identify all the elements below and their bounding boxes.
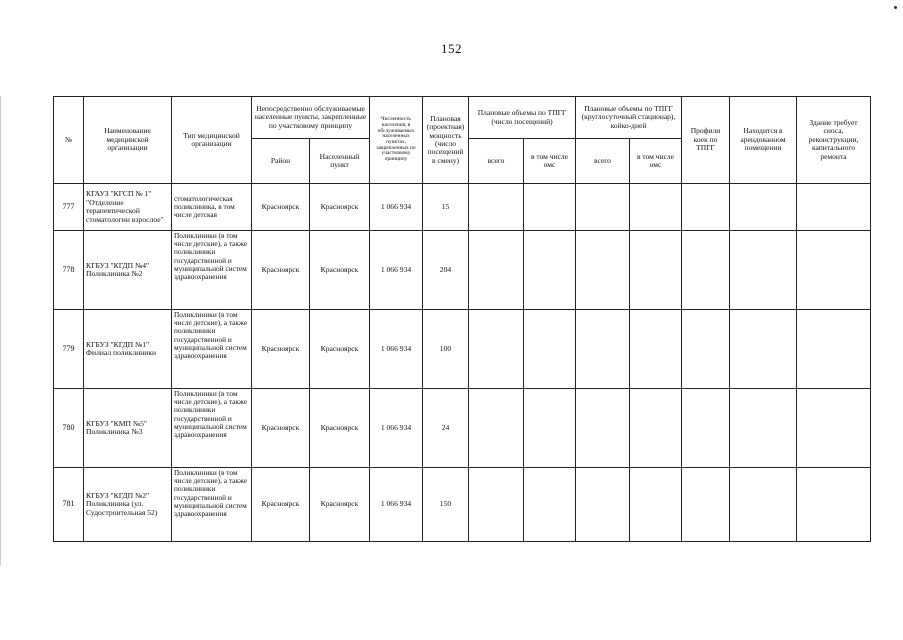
page-number: 152	[441, 41, 462, 56]
org-name: КГБУЗ "КГДП №4" Поликлиника №2	[84, 231, 172, 310]
header-org-type: Тип медицинской организации	[172, 97, 252, 184]
visits-oms	[524, 468, 576, 542]
scan-speck	[894, 6, 897, 9]
header-settlement: Населенный пункт	[310, 139, 370, 184]
visits-total	[469, 184, 524, 231]
header-visits-oms: в том числе омс	[524, 139, 576, 184]
header-bed-profiles: Профили коек по ТПГГ	[682, 97, 730, 184]
org-type: Поликлиники (в том числе детские), а также поликлиники государственной и муниципальной систем здравоохранения	[172, 310, 252, 389]
bed-profiles	[682, 389, 730, 468]
beds-total	[576, 310, 630, 389]
org-name: КГБУЗ "КМП №5" Поликлиника №3	[84, 389, 172, 468]
row-number: 777	[54, 184, 84, 231]
header-beds-total: всего	[576, 139, 630, 184]
beds-oms	[630, 231, 682, 310]
district: Красноярск	[252, 310, 310, 389]
org-type: Поликлиники (в том числе детские), а также поликлиники государственной и муниципальной систем здравоохранения	[172, 389, 252, 468]
bed-profiles	[682, 310, 730, 389]
leased	[730, 231, 797, 310]
needs-repair	[797, 389, 871, 468]
row-number: 781	[54, 468, 84, 542]
visits-oms	[524, 184, 576, 231]
org-type: Поликлиники (в том числе детские), а также поликлиники государственной и муниципальной систем здравоохранения	[172, 468, 252, 542]
header-leased: Находится в арендованном помещении	[730, 97, 797, 184]
visits-total	[469, 389, 524, 468]
leased	[730, 468, 797, 542]
header-served-points: Непосредственно обслуживаемые населенные пункты, закрепленные по участковому принципу	[252, 97, 370, 139]
district: Красноярск	[252, 184, 310, 231]
capacity: 150	[423, 468, 469, 542]
header-volumes-visits: Плановые объемы по ТПГГ (число посещений)	[469, 97, 576, 139]
beds-oms	[630, 184, 682, 231]
visits-total	[469, 310, 524, 389]
beds-oms	[630, 468, 682, 542]
scan-edge-line	[0, 96, 1, 566]
population: 1 066 934	[370, 231, 423, 310]
population: 1 066 934	[370, 184, 423, 231]
population: 1 066 934	[370, 468, 423, 542]
settlement: Красноярск	[310, 231, 370, 310]
header-capacity: Плановая (проектная) мощность (число посещений в смену)	[423, 97, 469, 184]
row-number: 778	[54, 231, 84, 310]
visits-total	[469, 468, 524, 542]
capacity: 24	[423, 389, 469, 468]
row-number: 780	[54, 389, 84, 468]
bed-profiles	[682, 468, 730, 542]
capacity: 100	[423, 310, 469, 389]
table-row	[54, 231, 871, 310]
settlement: Красноярск	[310, 184, 370, 231]
table-row	[54, 184, 871, 231]
leased	[730, 184, 797, 231]
beds-total	[576, 184, 630, 231]
needs-repair	[797, 184, 871, 231]
facilities-table	[53, 96, 871, 542]
settlement: Красноярск	[310, 389, 370, 468]
org-type: стоматологическая поликлиника, в том числе детская	[172, 184, 252, 231]
org-type: Поликлиники (в том числе детские), а также поликлиники государственной и муниципальной систем здравоохранения	[172, 231, 252, 310]
capacity: 15	[423, 184, 469, 231]
visits-total	[469, 231, 524, 310]
header-district: Район	[252, 139, 310, 184]
needs-repair	[797, 468, 871, 542]
district: Красноярск	[252, 468, 310, 542]
org-name: КГБУЗ "КГДП №1" Филиал поликлиники	[84, 310, 172, 389]
header-beds-oms: в том числе омс	[630, 139, 682, 184]
district: Красноярск	[252, 231, 310, 310]
district: Красноярск	[252, 389, 310, 468]
bed-profiles	[682, 231, 730, 310]
visits-oms	[524, 231, 576, 310]
needs-repair	[797, 310, 871, 389]
settlement: Красноярск	[310, 468, 370, 542]
capacity: 204	[423, 231, 469, 310]
table-row	[54, 468, 871, 542]
beds-total	[576, 231, 630, 310]
org-name: КГБУЗ "КГДП №2" Поликлиника (ул. Судостроительная 52)	[84, 468, 172, 542]
org-name: КГАУЗ "КГСП № 1" "Отделение терапевтической стоматологии взрослое"	[84, 184, 172, 231]
population: 1 066 934	[370, 310, 423, 389]
header-population: Численность населения, в обслуживаемых населенных пунктах, закрепленных по участковому принципу	[370, 97, 423, 184]
beds-oms	[630, 310, 682, 389]
header-org-name: Наименование медицинской организации	[84, 97, 172, 184]
bed-profiles	[682, 184, 730, 231]
header-needs-repair: Здание требует сноса, реконструкции, капитального ремонта	[797, 97, 871, 184]
header-volumes-beds: Плановые объемы по ТПГГ (круглосуточный стационар), койко-дней	[576, 97, 682, 139]
beds-total	[576, 468, 630, 542]
table-body	[54, 184, 871, 542]
settlement: Красноярск	[310, 310, 370, 389]
row-number: 779	[54, 310, 84, 389]
leased	[730, 310, 797, 389]
visits-oms	[524, 389, 576, 468]
header-visits-total: всего	[469, 139, 524, 184]
leased	[730, 389, 797, 468]
header-no: №	[54, 97, 84, 184]
table-row	[54, 310, 871, 389]
table-header	[54, 97, 871, 184]
population: 1 066 934	[370, 389, 423, 468]
beds-oms	[630, 389, 682, 468]
table-row	[54, 389, 871, 468]
beds-total	[576, 389, 630, 468]
needs-repair	[797, 231, 871, 310]
visits-oms	[524, 310, 576, 389]
